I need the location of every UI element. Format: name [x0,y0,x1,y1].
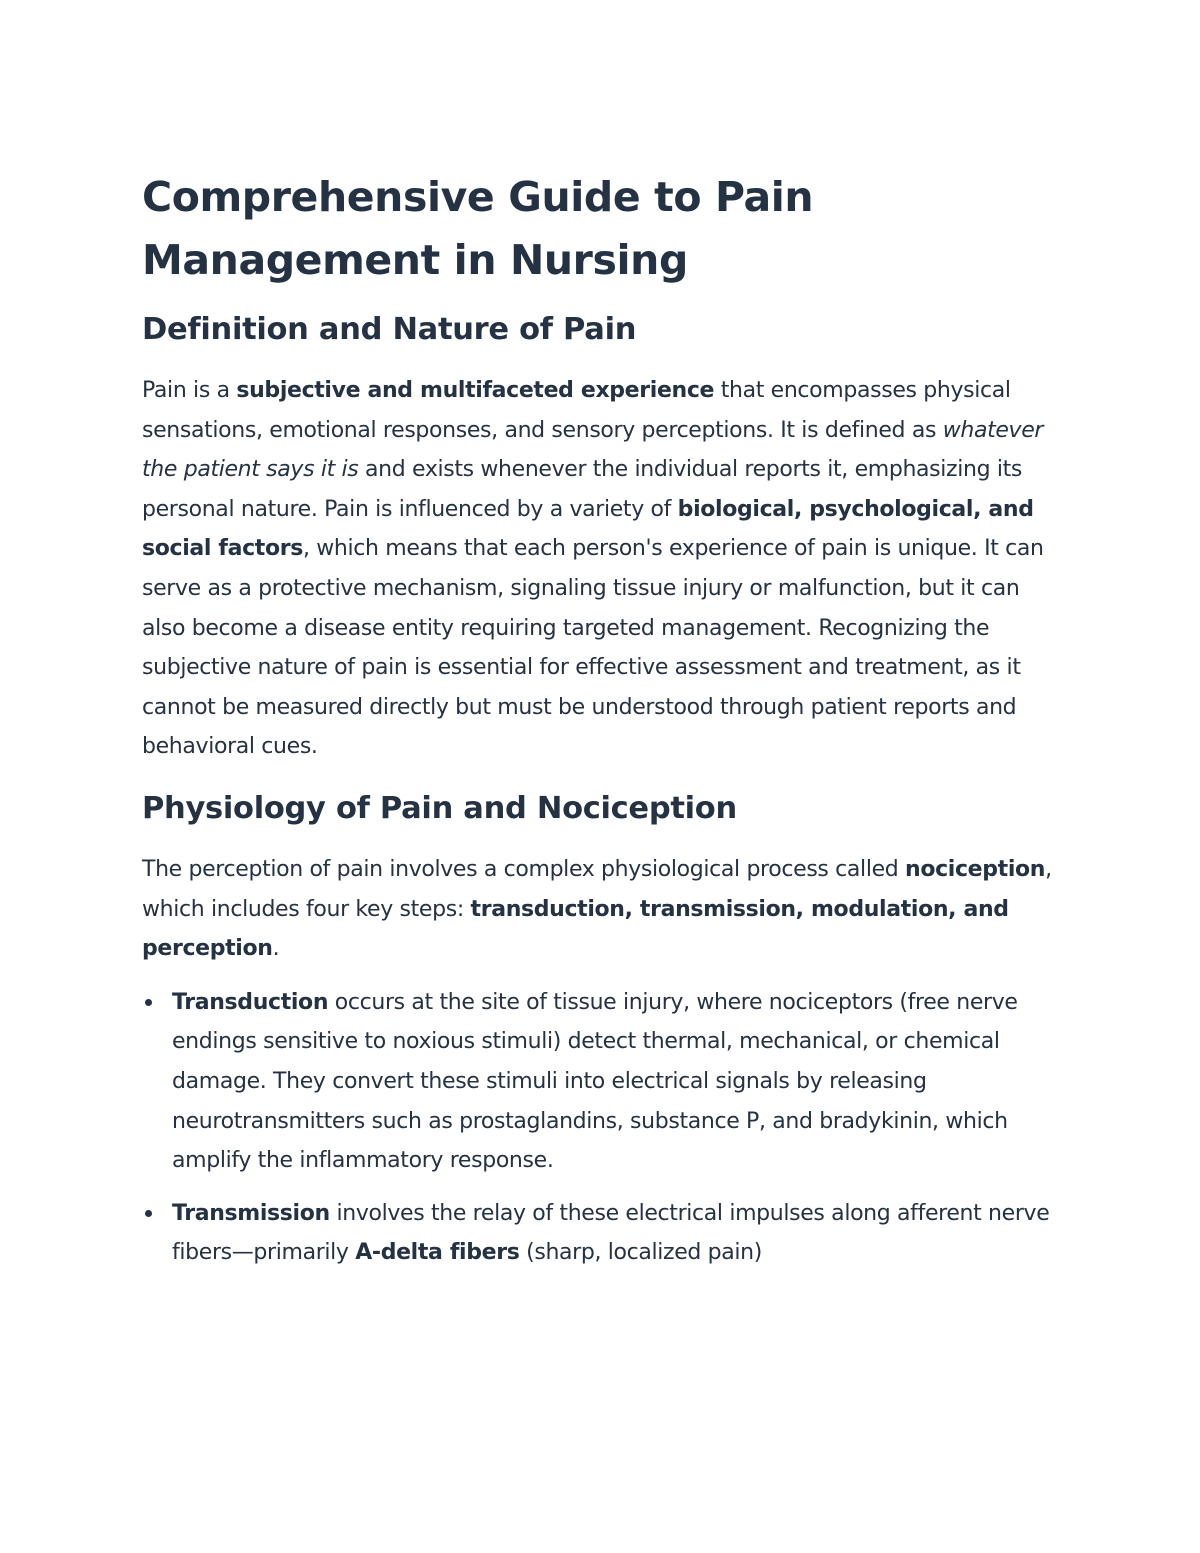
bullet-icon [145,1210,152,1217]
list-item-transmission: Transmission involves the relay of these electrical impulses along afferent nerve fibers—primarily A-delta fibers (sharp, localized pain) [142,1194,1067,1273]
document-page [142,166,1067,1286]
list-item-transduction: Transduction occurs at the site of tissue injury, where nociceptors (free nerve endings sensitive to noxious stimuli) detect thermal, mechanical, or chemical damage. They convert these stimuli into electrical signals by releasing neurotransmitters such as prostaglandins, substance P, and bradykinin, which amplify the inflammatory response. [142,983,1067,1181]
document-title: Comprehensive Guide to Pain Management in Nursing [142,173,814,284]
section-heading-physiology: Physiology of Pain and Nociception [142,790,737,826]
definition-paragraph: Pain is a subjective and multifaceted experience that encompasses physical sensations, emotional responses, and sensory perceptions. It is defined as whatever the patient says it is and exists whenever the individual reports it, emphasizing its personal nature. Pain is influenced by a variety of biological, psychological, and social factors, which means that each person's experience of pain is unique. It can serve as a protective mechanism, signaling tissue injury or malfunction, but it can also become a disease entity requiring targeted management. Recognizing the subjective nature of pain is essential for effective assessment and treatment, as it cannot be measured directly but must be understood through patient reports and behavioral cues. [142,378,1044,760]
section-heading-definition: Definition and Nature of Pain [142,312,637,347]
nociception-steps-list [142,983,1067,1273]
physiology-paragraph: The perception of pain involves a complex physiological process called nociception, which includes four key steps: transduction, transmission, modulation, and perception. [142,856,1052,962]
bullet-icon [145,999,152,1006]
